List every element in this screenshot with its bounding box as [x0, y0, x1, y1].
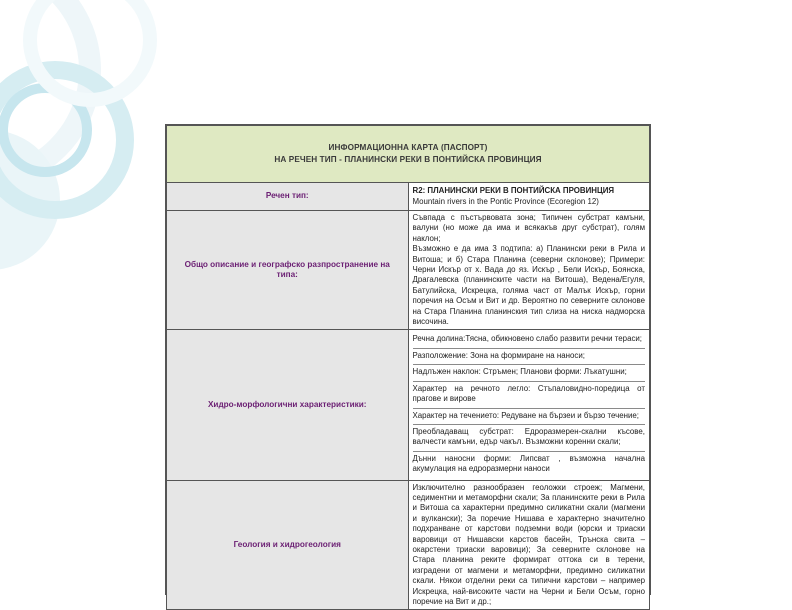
hydro-label: Хидро-морфологични характеристики: [167, 330, 409, 480]
hydro-item: Разположение: Зона на формиране на наноси; [413, 349, 646, 365]
hydro-item: Надлъжен наклон: Стръмен; Планови форми: Лъкатушни; [413, 365, 646, 381]
river-type-value [408, 183, 650, 211]
hydro-item: Речна долина:Тясна, обикновено слабо развити речни тераси; [413, 332, 646, 348]
hydro-item: Характер на речното легло: Стъпаловидно-поредица от прагове и вирове [413, 382, 646, 409]
general-paragraph-2: Възможно е да има 3 подтипа: а) Планински реки в Рила и Витоша; и б) Стара Планина (северни склонове); Примери: Черни Искър от х. Вада до яз. Искър , Бели Искър, Боянска, Драгалевска (планинските части на Витоша), Ведена/Егуля, Батулийска, Искрецка, голяма част от Малък Искър, горни поречия на Осъм и Вит и др. Вероятно по северните склонове на Стара Планина планинския тип слиза на ниска надморска височина. [412, 244, 645, 327]
header-title: ИНФОРМАЦИОННА КАРТА (ПАСПОРТ) [328, 143, 488, 152]
header-subtitle: НА РЕЧЕН ТИП - ПЛАНИНСКИ РЕКИ В ПОНТИЙСКА ПРОВИНЦИЯ [274, 155, 542, 164]
general-label: Общо описание и географско разпространение на типа: [167, 211, 409, 330]
decorative-rings [0, 0, 140, 594]
river-type-subtitle: Mountain rivers in the Pontic Province (Ecoregion 12) [412, 196, 599, 206]
hydro-value [408, 330, 650, 480]
passport-table [166, 125, 650, 610]
hydro-item: Преобладаващ субстрат: Едроразмерен-скални късове, валчести камъни, едър чакъл. Възможни коренни скали; [413, 425, 646, 452]
river-type-title: R2: ПЛАНИНСКИ РЕКИ В ПОНТИЙСКА ПРОВИНЦИЯ [412, 186, 615, 196]
card-header [167, 126, 650, 183]
river-type-label: Речен тип: [167, 183, 409, 211]
ring-graphic [0, 0, 140, 594]
hydro-item: Дънни наносни форми: Липсват , възможна начална акумулация на едроразмерни наноси [412, 453, 645, 474]
geology-label: Геология и хидрогеология [167, 480, 409, 610]
info-card [165, 124, 651, 606]
general-value [408, 211, 650, 330]
general-paragraph-1: Съвпада с пъстървовата зона; Типичен субстрат камъни, валуни (но може да има и всякакъв друг субстрат), голям наклон; [412, 213, 645, 243]
hydro-item: Характер на течението: Редуване на бързеи и бързо течение; [413, 409, 646, 425]
geology-value: Изключително разнообразен геоложки строеж; Магмени, седиментни и метаморфни скали; За планинските реки в Рила и Витоша са характерни предимно силикатни скали (магмени и вулкански); За поречие Нишава е характерно значително подхранване от карстови подземни води (юрски и триаски варовици от Нишавски карстов басейн, Трънска свита – окарстени триаски варовици); За северните склонове на Стара планина реките формират оттока си в терени, изградени от магмени и метаморфни, предимно силикатни скали. Някои отделни реки са типични карстови – например Искрецка, най-високите части на Черни и Бели Осъм, горно поречие на Вит и др.; [408, 480, 650, 610]
